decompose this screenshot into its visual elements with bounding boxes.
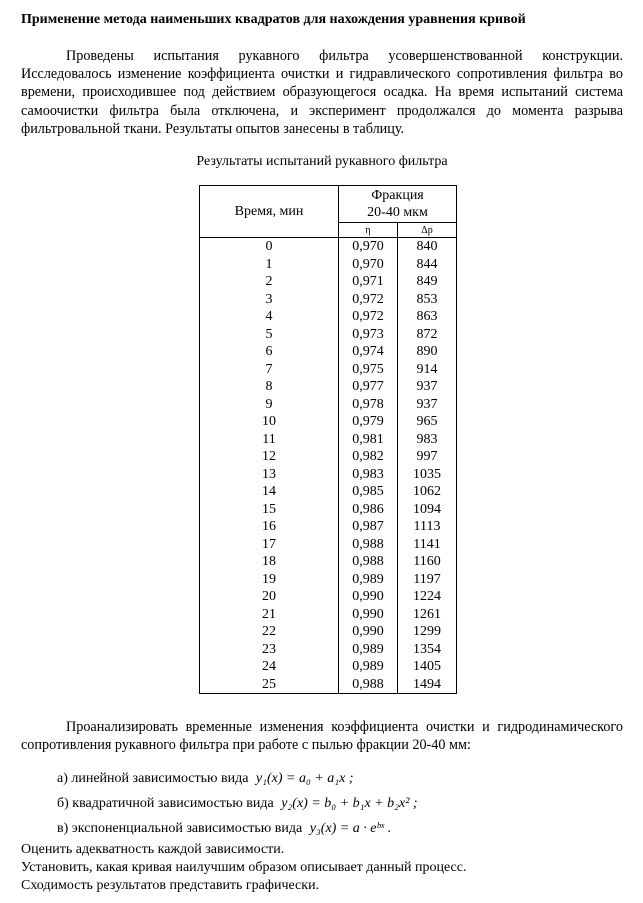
intro-text: Проведены испытания рукавного фильтра усовершенствованной конструкции. Исследовалось изменение коэффициента очистки и гидравлического сопротивления фильтра во времени, происходившее под действием образующегося осадка. На время испытаний система самоочистки фильтра была отключена, и эксперимент продолжался до момента разрыва фильтровальной ткани. Результаты опытов занесены в таблицу. — [21, 48, 623, 137]
time-cell: 2 — [200, 273, 339, 291]
option-quadratic — [57, 796, 418, 812]
fraction-line2: 20-40 мкм — [367, 205, 428, 220]
column-header-dp: Δp — [398, 223, 457, 238]
time-cell: 16 — [200, 518, 339, 536]
time-cell: 5 — [200, 326, 339, 344]
table-row — [200, 308, 457, 326]
eta-cell: 0,985 — [339, 483, 398, 501]
dp-cell: 1035 — [398, 466, 457, 484]
eta-cell: 0,971 — [339, 273, 398, 291]
option-exponential — [57, 821, 391, 837]
time-cell: 8 — [200, 378, 339, 396]
dp-cell: 937 — [398, 396, 457, 414]
dp-cell: 997 — [398, 448, 457, 466]
eta-cell: 0,989 — [339, 641, 398, 659]
column-header-time: Время, мин — [200, 186, 339, 238]
option-formula: y₁(x) = a₀ + a₁x ; — [255, 771, 354, 786]
table-caption: Результаты испытаний рукавного фильтра — [196, 154, 448, 169]
option-formula: y₃(x) = a · eᵇˣ . — [309, 821, 392, 836]
table-row — [200, 623, 457, 641]
eta-cell: 0,990 — [339, 606, 398, 624]
eta-cell: 0,988 — [339, 536, 398, 554]
eta-cell: 0,983 — [339, 466, 398, 484]
table-row — [200, 256, 457, 274]
document-title: Применение метода наименьших квадратов для нахождения уравнения кривой — [21, 12, 526, 27]
dp-cell: 844 — [398, 256, 457, 274]
dp-cell: 914 — [398, 361, 457, 379]
eta-cell: 0,988 — [339, 676, 398, 694]
time-cell: 14 — [200, 483, 339, 501]
table-row — [200, 658, 457, 676]
eta-cell: 0,979 — [339, 413, 398, 431]
time-cell: 21 — [200, 606, 339, 624]
dp-cell: 937 — [398, 378, 457, 396]
dp-cell: 965 — [398, 413, 457, 431]
time-cell: 10 — [200, 413, 339, 431]
eta-cell: 0,981 — [339, 431, 398, 449]
table-row — [200, 448, 457, 466]
table-row — [200, 396, 457, 414]
table-row — [200, 238, 457, 256]
table-row — [200, 413, 457, 431]
dp-cell: 983 — [398, 431, 457, 449]
eta-cell: 0,977 — [339, 378, 398, 396]
time-cell: 4 — [200, 308, 339, 326]
eta-cell: 0,987 — [339, 518, 398, 536]
dp-cell: 1224 — [398, 588, 457, 606]
time-cell: 23 — [200, 641, 339, 659]
dp-cell: 1261 — [398, 606, 457, 624]
time-cell: 0 — [200, 238, 339, 256]
dp-cell: 849 — [398, 273, 457, 291]
table-row — [200, 326, 457, 344]
dp-cell: 1062 — [398, 483, 457, 501]
eta-cell: 0,990 — [339, 588, 398, 606]
dp-cell: 890 — [398, 343, 457, 361]
eta-cell: 0,990 — [339, 623, 398, 641]
dp-cell: 1405 — [398, 658, 457, 676]
table-row — [200, 536, 457, 554]
dp-cell: 872 — [398, 326, 457, 344]
intro-paragraph — [21, 47, 623, 138]
option-linear — [57, 771, 354, 787]
dp-cell: 1299 — [398, 623, 457, 641]
dp-cell: 840 — [398, 238, 457, 256]
dp-cell: 1160 — [398, 553, 457, 571]
table-row — [200, 606, 457, 624]
line-best-curve: Установить, какая кривая наилучшим образом описывает данный процесс. — [21, 860, 467, 875]
time-cell: 11 — [200, 431, 339, 449]
line-adequacy: Оценить адекватность каждой зависимости. — [21, 842, 285, 857]
dp-cell: 1354 — [398, 641, 457, 659]
dp-cell: 863 — [398, 308, 457, 326]
time-cell: 19 — [200, 571, 339, 589]
option-label: в) экспоненциальной зависимостью вида — [57, 821, 303, 836]
time-cell: 9 — [200, 396, 339, 414]
table-row — [200, 291, 457, 309]
time-cell: 3 — [200, 291, 339, 309]
dp-cell: 1113 — [398, 518, 457, 536]
time-cell: 24 — [200, 658, 339, 676]
table-row — [200, 553, 457, 571]
eta-cell: 0,974 — [339, 343, 398, 361]
eta-cell: 0,989 — [339, 571, 398, 589]
task-paragraph — [21, 718, 623, 754]
dp-cell: 853 — [398, 291, 457, 309]
eta-cell: 0,986 — [339, 501, 398, 519]
time-cell: 17 — [200, 536, 339, 554]
column-header-eta: η — [339, 223, 398, 238]
time-cell: 6 — [200, 343, 339, 361]
table-row — [200, 343, 457, 361]
table-row — [200, 641, 457, 659]
eta-cell: 0,975 — [339, 361, 398, 379]
eta-cell: 0,989 — [339, 658, 398, 676]
option-label: а) линейной зависимостью вида — [57, 771, 249, 786]
eta-cell: 0,970 — [339, 256, 398, 274]
table-body — [200, 238, 457, 694]
fraction-line1: Фракция — [371, 188, 424, 203]
time-cell: 1 — [200, 256, 339, 274]
table-row — [200, 483, 457, 501]
table-row — [200, 571, 457, 589]
results-table — [199, 185, 457, 694]
time-cell: 12 — [200, 448, 339, 466]
dp-cell: 1494 — [398, 676, 457, 694]
table-row — [200, 676, 457, 694]
eta-cell: 0,970 — [339, 238, 398, 256]
table-row — [200, 501, 457, 519]
eta-cell: 0,982 — [339, 448, 398, 466]
dp-cell: 1094 — [398, 501, 457, 519]
task-intro-text: Проанализировать временные изменения коэффициента очистки и гидродинамического сопротивления рукавного фильтра при работе с пылью фракции 20-40 мм: — [21, 719, 623, 754]
dp-cell: 1197 — [398, 571, 457, 589]
option-label: б) квадратичной зависимостью вида — [57, 796, 274, 811]
time-cell: 25 — [200, 676, 339, 694]
eta-cell: 0,978 — [339, 396, 398, 414]
time-cell: 7 — [200, 361, 339, 379]
time-cell: 15 — [200, 501, 339, 519]
eta-cell: 0,988 — [339, 553, 398, 571]
table-row — [200, 431, 457, 449]
table-row — [200, 361, 457, 379]
eta-cell: 0,972 — [339, 291, 398, 309]
time-cell: 13 — [200, 466, 339, 484]
option-formula: y₂(x) = b₀ + b₁x + b₂x² ; — [281, 796, 418, 811]
eta-cell: 0,972 — [339, 308, 398, 326]
table-row — [200, 273, 457, 291]
eta-cell: 0,973 — [339, 326, 398, 344]
column-header-fraction — [339, 186, 457, 223]
time-cell: 22 — [200, 623, 339, 641]
table-row — [200, 466, 457, 484]
dp-cell: 1141 — [398, 536, 457, 554]
line-graphical: Сходимость результатов представить графически. — [21, 878, 320, 893]
time-cell: 18 — [200, 553, 339, 571]
time-cell: 20 — [200, 588, 339, 606]
table-row — [200, 518, 457, 536]
table-row — [200, 378, 457, 396]
table-row — [200, 588, 457, 606]
